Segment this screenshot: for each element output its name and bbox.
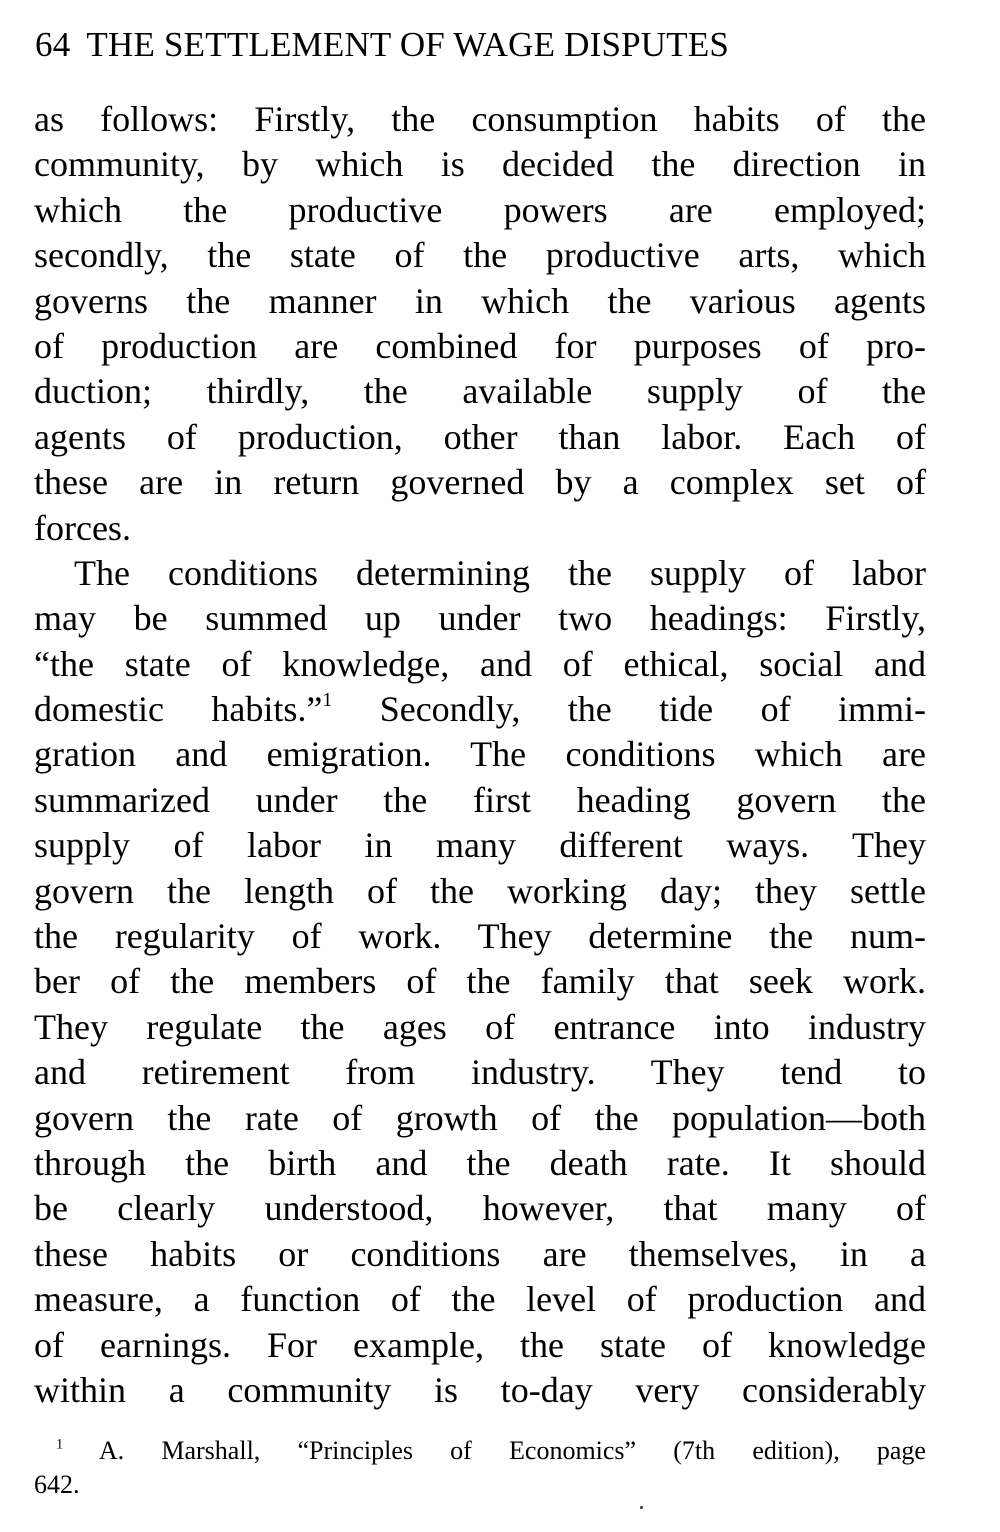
footnote-line: 642. — [34, 1470, 80, 1499]
text-line: through the birth and the death rate. It should — [34, 1142, 926, 1183]
text-line: be clearly understood, however, that many of — [34, 1188, 926, 1229]
text-line: They regulate the ages of entrance into industry — [34, 1006, 926, 1047]
footnote-line — [34, 1434, 926, 1468]
footnote-reference: 1 — [322, 689, 333, 712]
text-line: these habits or conditions are themselves, in a — [34, 1233, 926, 1274]
text-line: which the productive powers are employed; — [34, 189, 926, 230]
text-fragment: Secondly, the tide of immi- — [379, 689, 926, 730]
text-line-with-footnote-ref — [34, 687, 926, 732]
text-fragment: domestic habits.” — [34, 689, 323, 730]
text-line: of earnings. For example, the state of knowledge — [34, 1324, 926, 1365]
text-line: govern the rate of growth of the population—both — [34, 1097, 926, 1138]
text-line: secondly, the state of the productive arts, which — [34, 235, 926, 276]
footnote-text: A. Marshall, “Principles of Economics” (7th edition), page — [98, 1436, 926, 1465]
text-line: governs the manner in which the various agents — [34, 280, 926, 321]
text-line: forces. — [34, 507, 131, 548]
text-line: gration and emigration. The conditions which are — [34, 734, 926, 775]
body-text — [34, 97, 926, 1413]
running-title: THE SETTLEMENT OF WAGE DISPUTES — [86, 25, 730, 64]
text-line: the regularity of work. They determine the num- — [34, 916, 926, 957]
text-line: community, by which is decided the direction in — [34, 144, 926, 185]
text-line: these are in return governed by a complex set of — [34, 462, 926, 503]
text-line: “the state of knowledge, and of ethical, social and — [34, 643, 926, 684]
print-speck — [640, 1506, 643, 1509]
text-line: within a community is to-day very considerably — [34, 1369, 926, 1410]
running-header — [35, 24, 925, 66]
text-line: summarized under the first heading govern the — [34, 779, 926, 820]
text-line: ber of the members of the family that seek work. — [34, 961, 926, 1002]
footnote-marker: 1 — [56, 1436, 64, 1453]
text-line: as follows: Firstly, the consumption habits of the — [34, 99, 926, 139]
footnote — [34, 1434, 926, 1502]
text-line: measure, a function of the level of production and — [34, 1279, 926, 1320]
page-number: 64 — [35, 25, 71, 64]
text-line: duction; thirdly, the available supply of the — [34, 371, 926, 412]
text-line: may be summed up under two headings: Firstly, — [34, 598, 926, 639]
text-line: and retirement from industry. They tend to — [34, 1052, 926, 1093]
text-line: agents of production, other than labor. Each of — [34, 416, 926, 457]
paragraph-start-line: The conditions determining the supply of labor — [74, 552, 926, 593]
text-line: supply of labor in many different ways. They — [34, 825, 926, 866]
text-line: of production are combined for purposes of pro- — [34, 325, 926, 366]
text-line: govern the length of the working day; they settle — [34, 870, 926, 911]
